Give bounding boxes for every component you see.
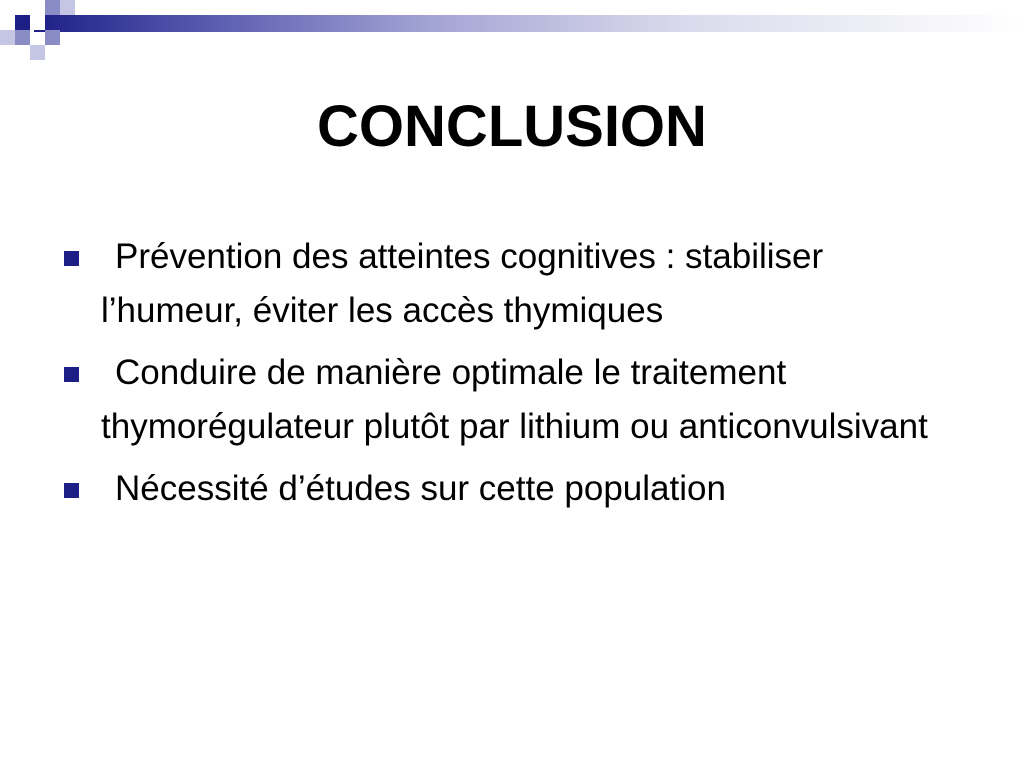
bullet-text: Conduire de manière optimale le traitement thymorégulateur plutôt par lithium ou anticonvulsivant [101,353,928,446]
square-bullet-icon [64,367,79,382]
bullet-item [64,346,964,454]
decor-square [15,15,30,30]
square-bullet-icon [64,251,79,266]
decor-square [0,30,15,45]
bullet-text: Nécessité d’études sur cette population [115,469,726,508]
decor-square [60,0,75,15]
decor-square [30,45,45,60]
bullet-item [64,462,964,516]
decor-square [45,30,60,45]
decor-square [15,30,30,45]
top-decorative-band [34,15,1024,32]
bullet-text: Prévention des atteintes cognitives : stabiliser l’humeur, éviter les accès thymiques [101,237,824,330]
slide-title: CONCLUSION [317,94,707,159]
bullet-item [64,230,964,338]
bullet-list [64,230,964,524]
decor-square [45,0,60,15]
decor-square [30,15,45,30]
square-bullet-icon [64,483,79,498]
